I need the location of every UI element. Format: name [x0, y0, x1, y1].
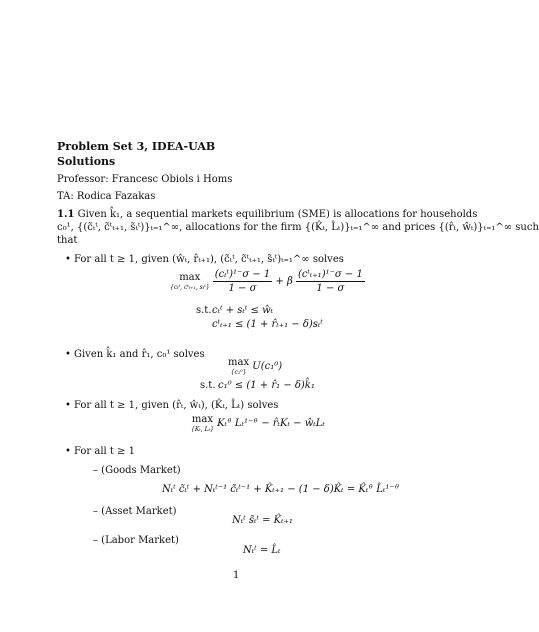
goods-market-equation: Nₜᵗ c̃ₜᵗ + Nₜᵗ⁻¹ c̃ₜᵗ⁻¹ + K̂ₜ₊₁ − (1 − δ)K̂ₜ = K̂ₜᶿ L̂ₜ¹⁻ᶿ [162, 484, 400, 495]
professor-line: Professor: Francesc Obiols i Homs [57, 174, 233, 185]
initial-utility: U(c₁⁰) [252, 361, 283, 372]
bullet-firm-problem: • For all t ≥ 1, given (r̂ₜ, ŵₜ), (K̂ₜ, L̂ₜ) solves [74, 399, 278, 412]
st-label-2: s.t. [200, 380, 216, 391]
page-title [57, 139, 215, 169]
ta-line: TA: Rodica Fazakas [57, 191, 156, 202]
title-line-2: Solutions [57, 155, 116, 168]
max-operator: max {cₜᵗ, cᵗₜ₊₁, sₜᵗ} [170, 272, 210, 291]
household-objective [170, 268, 365, 295]
section-intro [57, 208, 539, 247]
utility-fraction-old: $\frac{\text{(cᵗₜ₊₁)¹⁻σ − 1}}{1 - \sigma}$ [297, 269, 363, 294]
labor-market-equation: Nₜᵗ = L̂ₜ [243, 545, 281, 556]
budget-constraint-old: cᵗₜ₊₁ ≤ (1 + r̂ₜ₊₁ − δ)sₜᵗ [212, 319, 323, 330]
max-operator-3: max [191, 414, 213, 425]
st-label-1: s.t. [196, 305, 212, 316]
intro-line-1: Given k̂₁, a sequential markets equilibrium (SME) is allocations for households [77, 209, 478, 220]
max-operator-2: max [228, 357, 250, 368]
bullet-initial-old: • Given k̂₁ and r̂₁, c₀¹ solves [74, 348, 205, 361]
intro-line-3: that [57, 235, 78, 246]
bullet-household-problem: • For all t ≥ 1, given (ŵₜ, r̂ₜ₊₁), (c̃ₜᵗ, c̃ᵗₜ₊₁, s̃ₜᵗ)ₜ₌₁^∞ solves [74, 253, 344, 266]
asset-market-equation: Nₜᵗ s̃ₜᵗ = K̂ₜ₊₁ [232, 515, 293, 526]
intro-line-2: c₀¹, {(c̃ₜᵗ, c̃ᵗₜ₊₁, s̃ₜᵗ)}ₜ₌₁^∞, allocations for the firm {(K̂ₜ, L̂ₜ)}ₜ₌₁^∞ and prices {(r̂ₜ, ŵₜ)}ₜ₌₁^∞ such [57, 222, 539, 233]
initial-old-constraint: c₁⁰ ≤ (1 + r̂₁ − δ)k̂₁ [218, 380, 315, 391]
beta-term: + β [275, 276, 293, 287]
goods-market-label: – (Goods Market) [93, 465, 181, 476]
budget-constraint-young: cₜᵗ + sₜᵗ ≤ ŵₜ [212, 305, 274, 316]
title-line-1: Problem Set 3, IDEA-UAB [57, 140, 216, 153]
section-number: 1.1 [57, 209, 75, 220]
utility-fraction-young: $\frac{\text{(cₜᵗ)¹⁻σ − 1}}{1 - \sigma}$ [214, 269, 271, 294]
labor-market-label: – (Labor Market) [93, 535, 179, 546]
max-choice-set: {cₜᵗ, cᵗₜ₊₁, sₜᵗ} [170, 284, 210, 291]
firm-objective [191, 414, 325, 433]
max-choice-set-3: {Kₜ, Lₜ} [191, 426, 214, 433]
max-choice-set-2: {c₁⁰} [230, 369, 247, 376]
initial-old-objective [228, 357, 282, 376]
asset-market-label: – (Asset Market) [93, 506, 177, 517]
bullet-market-clearing: • For all t ≥ 1 [74, 445, 135, 458]
page-number: 1 [233, 570, 240, 581]
firm-profit: Kₜᶿ Lₜ¹⁻ᶿ − r̂ₜKₜ − ŵₜLₜ [217, 418, 325, 429]
